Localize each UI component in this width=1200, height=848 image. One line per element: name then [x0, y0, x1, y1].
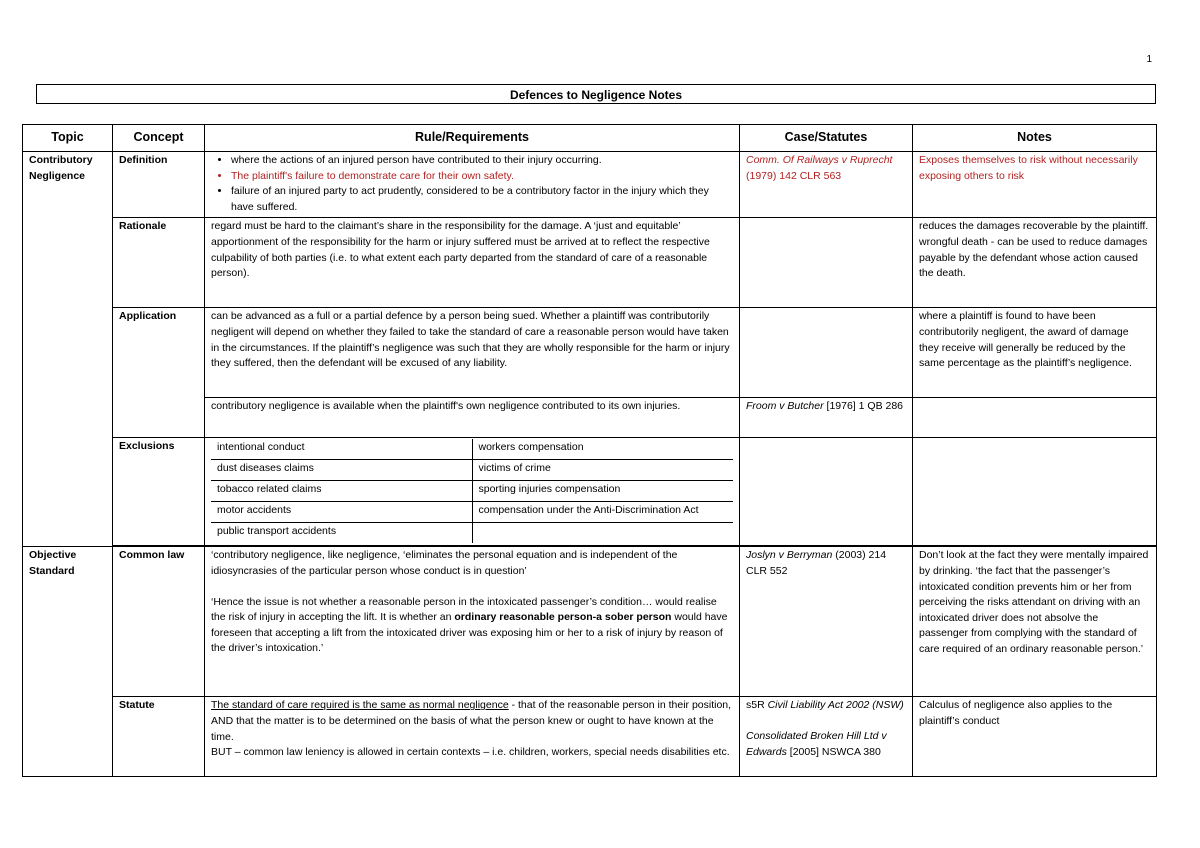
notes-exclusions — [913, 438, 1157, 546]
rule-paragraph — [211, 698, 733, 745]
list-item: • The plaintiff's failure to demonstrate care for their own safety. — [231, 169, 733, 185]
header-topic: Topic — [23, 125, 113, 152]
notes-definition: Exposes themselves to risk without necessarily exposing others to risk — [913, 152, 1157, 218]
rule-definition — [205, 152, 740, 218]
case-definition — [740, 152, 913, 218]
case-statute — [740, 697, 913, 777]
notes-common-law: Don’t look at the fact they were mentally impaired by drinking. ‘the fact that the passenger’s intoxicated condition prevents him or her from perceiving the risks attendant on driving with an intoxicated driver does not absolve the passenger from complying with the standard of care required of an ordinary reasonable person.’ — [913, 547, 1157, 697]
header-row — [23, 125, 1157, 152]
rule-underlined: The standard of care required is the same as normal negligence — [211, 699, 509, 712]
concept-rationale: Rationale — [113, 218, 205, 308]
table-row — [23, 697, 1157, 777]
notes-statute: Calculus of negligence also applies to the plaintiff’s conduct — [913, 697, 1157, 777]
header-notes: Notes — [913, 125, 1157, 152]
notes-application: where a plaintiff is found to have been contributorily negligent, the award of damage they receive will generally be reduced by the same percentage as the plaintiff’s negligence. — [913, 308, 1157, 398]
case-rationale — [740, 218, 913, 308]
case-citation: [2005] NSWCA 380 — [786, 745, 881, 758]
case-line — [746, 698, 906, 714]
page-number: 1 — [1146, 54, 1152, 65]
concept-exclusions: Exclusions — [113, 438, 205, 546]
case-name: Comm. Of Railways v Ruprecht — [746, 154, 893, 166]
table-row — [23, 547, 1157, 697]
rule-statute — [205, 697, 740, 777]
notes-line: reduces the damages recoverable by the plaintiff. — [919, 220, 1149, 233]
rule-text: would have foreseen that accepting a lift from the intoxicated driver was exposing him or her to a risk of injury by reason of the driver’s intoxication.’ — [211, 611, 728, 655]
case-citation: [1976] 1 QB 286 — [826, 400, 904, 413]
exclusion-item: compensation under the Anti-Discrimination Act — [472, 502, 733, 523]
case-name: Civil Liability Act 2002 (NSW) — [767, 699, 904, 712]
case-common-law — [740, 547, 913, 697]
exclusion-item: workers compensation — [472, 439, 733, 460]
case-section: s5R — [746, 699, 768, 712]
rule-emphasis: ordinary reasonable person-a sober person — [454, 611, 672, 624]
exclusions-table — [211, 439, 733, 543]
rule-text: ‘Hence the issue is not whether a reasonable person in the intoxicated passenger’s condition… would realise the risk of injury in accepting the lift. It is whether an — [211, 595, 717, 624]
case-application — [740, 308, 913, 398]
list-item: • where the actions of an injured person have contributed to their injury occurring. — [231, 153, 733, 169]
rule-paragraph: BUT – common law leniency is allowed in certain contexts – i.e. children, workers, special needs disabilities etc. — [211, 746, 730, 759]
case-citation: (2003) 214 CLR 552 — [746, 549, 887, 577]
topic-contributory: Contributory Negligence — [23, 152, 113, 547]
notes-line: wrongful death - can be used to reduce damages payable by the defendant whose action caused the death. — [919, 235, 1148, 280]
table-row — [23, 218, 1157, 308]
case-application-2 — [740, 398, 913, 438]
topic-objective: Objective Standard — [23, 547, 113, 777]
exclusion-item: public transport accidents — [211, 523, 472, 544]
exclusion-item — [472, 523, 733, 544]
concept-application: Application — [113, 308, 205, 438]
rule-common-law — [205, 547, 740, 697]
exclusion-item: tobacco related claims — [211, 481, 472, 502]
rule-paragraph — [211, 595, 733, 657]
rule-application-2: contributory negligence is available when the plaintiff's own negligence contributed to its own injuries. — [205, 398, 740, 438]
case-citation: (1979) 142 CLR 563 — [746, 169, 842, 182]
case-name: Joslyn v Berryman — [746, 549, 833, 562]
exclusion-item: sporting injuries compensation — [472, 481, 733, 502]
table-row — [23, 308, 1157, 398]
header-case: Case/Statutes — [740, 125, 913, 152]
exclusion-item: dust diseases claims — [211, 460, 472, 481]
case-exclusions — [740, 438, 913, 546]
notes-rationale — [913, 218, 1157, 308]
table-row — [23, 152, 1157, 218]
notes-table — [22, 124, 1157, 777]
notes-application-2 — [913, 398, 1157, 438]
rule-rationale: regard must be hard to the claimant’s share in the responsibility for the damage. A ‘just and equitable’ apportionment of the responsibility for the harm or injury suffered must be arrived at to reflect the respective culpability of both parties (i.e. to what extent each party departed from the standard of care of a reasonable person). — [205, 218, 740, 308]
table-row — [211, 502, 733, 523]
page-title: Defences to Negligence Notes — [36, 84, 1156, 104]
table-row — [211, 439, 733, 460]
exclusion-item: victims of crime — [472, 460, 733, 481]
concept-statute: Statute — [113, 697, 205, 777]
table-row — [211, 460, 733, 481]
header-concept: Concept — [113, 125, 205, 152]
exclusion-item: motor accidents — [211, 502, 472, 523]
rule-exclusions — [205, 438, 740, 546]
case-name: Consolidated Broken Hill Ltd v Edwards — [746, 729, 887, 758]
table-row — [23, 438, 1157, 546]
case-line — [746, 729, 906, 760]
table-row — [211, 481, 733, 502]
rule-text: - that of the reasonable person in their position, AND that the matter is to be determined on the basis of what the person knew or ought to have known at the time. — [211, 699, 732, 743]
case-name: Froom v Butcher — [746, 400, 824, 413]
list-item: • failure of an injured party to act prudently, considered to be a contributory factor in the injury which they have suffered. — [231, 184, 733, 215]
concept-definition: Definition — [113, 152, 205, 218]
rule-paragraph: ‘contributory negligence, like negligence, ‘eliminates the personal equation and is independent of the idiosyncrasies of the particular person whose conduct is in question’ — [211, 549, 678, 577]
exclusion-item: intentional conduct — [211, 439, 472, 460]
concept-common-law: Common law — [113, 547, 205, 697]
rule-application: can be advanced as a full or a partial defence by a person being sued. Whether a plaintiff was contributorily negligent will depend on whether they failed to take the standard of care a reasonable person would have taken in the circumstances. If the plaintiff’s negligence was such that they are wholly responsible for the harm or injury they suffered, then the defendant will be excused of any liability. — [205, 308, 740, 398]
header-rule: Rule/Requirements — [205, 125, 740, 152]
table-row — [211, 523, 733, 544]
